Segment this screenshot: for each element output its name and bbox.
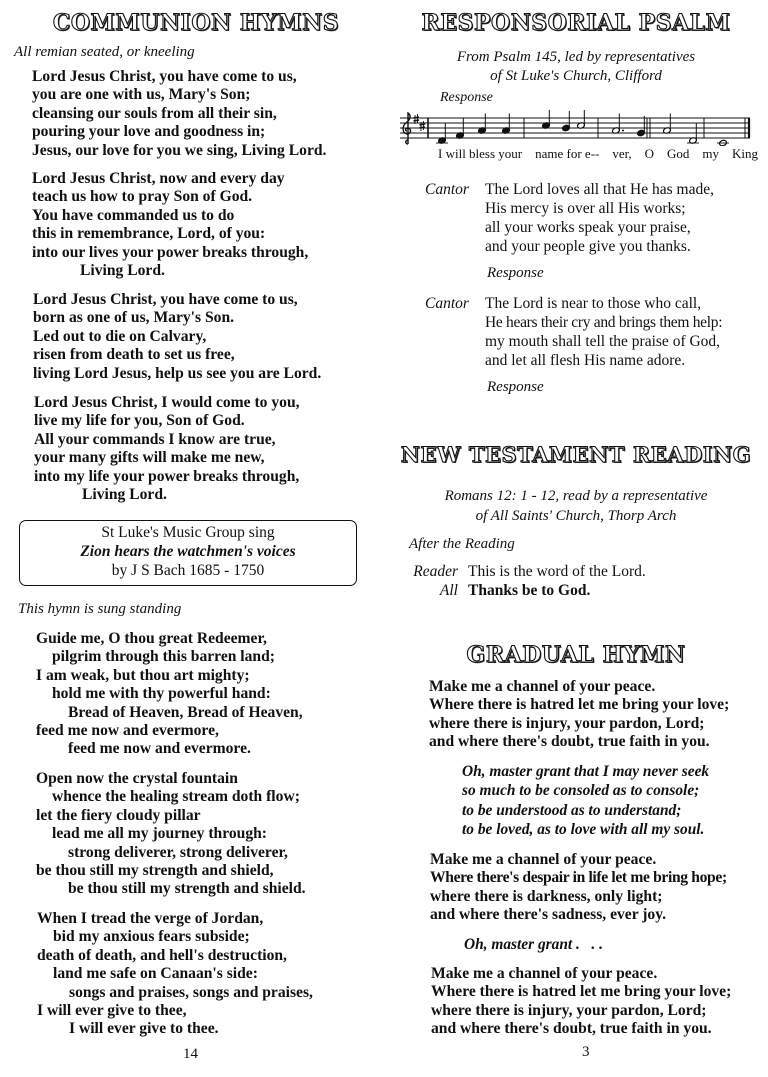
verse-line: Where there is hatred let me bring your love; — [431, 983, 732, 1001]
stanza-line: and your people give you thanks. — [485, 238, 691, 255]
verse-line: lead me all my journey through: — [52, 825, 267, 843]
verse-line: Lord Jesus Christ, you have come to us, — [32, 68, 297, 85]
standing-instruction: This hymn is sung standing — [18, 601, 182, 617]
verse-line: Open now the crystal fountain — [36, 770, 238, 787]
verse-line: feed me now and evermore. — [68, 740, 251, 758]
lyric-syllable: ver, — [612, 146, 632, 161]
note-dot — [622, 130, 624, 132]
lyric-syllable: I will bless your — [438, 146, 523, 161]
verse-line: and where there's doubt, true faith in you. — [431, 1020, 712, 1038]
refrain-line: so much to be consoled as to console; — [462, 782, 700, 800]
verse-line: into our lives your power breaks through, — [32, 243, 309, 261]
reader-row — [396, 563, 646, 581]
music-group-box — [19, 520, 357, 586]
verse-line: strong deliverer, strong deliverer, — [68, 843, 288, 861]
gradual-verse-3 — [431, 965, 731, 1039]
communion-verse-1 — [32, 68, 326, 160]
verse-line: and where there's sadness, ever joy. — [430, 906, 667, 924]
verse-line: this in remembrance, Lord, of you: — [32, 225, 266, 243]
verse-line: land me safe on Canaan's side: — [53, 965, 258, 983]
reader-label: Reader — [413, 563, 458, 580]
verse-line: Living Lord. — [82, 486, 167, 504]
verse-line: where there is injury, your pardon, Lord; — [431, 1001, 707, 1019]
verse-line: Make me a channel of your peace. — [429, 678, 656, 695]
verse-line: where there is darkness, only light; — [430, 887, 663, 905]
cantor-label: Cantor — [425, 181, 469, 198]
verse-line: cleansing our souls from all their sin, — [32, 104, 277, 122]
verse-line: Jesus, our love for you we sing, Living Lord. — [32, 141, 327, 159]
verse-line: When I tread the verge of Jordan, — [37, 910, 264, 927]
page-number-left: 14 — [183, 1046, 198, 1062]
after-reading-label: After the Reading — [409, 536, 515, 552]
sharp-icon — [420, 121, 426, 131]
verse-line: live my life for you, Son of God. — [34, 412, 245, 430]
guide-me-verse-1 — [36, 630, 303, 759]
response-music-staff — [398, 110, 758, 146]
verse-line: your many gifts will make me new, — [34, 449, 265, 467]
verse-line: into my life your power breaks through, — [34, 467, 300, 485]
verse-line: be thou still my strength and shield, — [36, 862, 274, 880]
refrain-cue: Oh, master grant . . . — [464, 936, 603, 953]
verse-line: bid my anxious fears subside; — [53, 928, 250, 946]
verse-line: Bread of Heaven, Bread of Heaven, — [68, 703, 303, 721]
verse-line: be thou still my strength and shield. — [68, 880, 306, 898]
all-label: All — [439, 582, 458, 599]
guide-me-verse-3 — [37, 910, 313, 1039]
refrain-line: Oh, master grant that I may never seek — [462, 763, 710, 780]
stanza-line: and let all flesh His name adore. — [485, 352, 686, 369]
stanza-line: all your works speak your praise, — [485, 219, 691, 236]
verse-line: Where there is hatred let me bring your love; — [429, 696, 730, 714]
stanza-line: He hears their cry and brings them help: — [485, 314, 723, 331]
verse-line: where there is injury, your pardon, Lord; — [429, 714, 705, 732]
composer-line: by J S Bach 1685 - 1750 — [111, 562, 265, 579]
verse-line: I am weak, but thou art mighty; — [36, 666, 250, 684]
verse-line: hold me with thy powerful hand: — [52, 685, 271, 703]
verse-line: Lord Jesus Christ, you have come to us, — [33, 291, 298, 308]
stanza-line: The Lord is near to those who call, — [485, 295, 702, 312]
lyric-syllable: King — [731, 146, 758, 161]
verse-line: songs and praises, songs and praises, — [69, 983, 313, 1001]
all-row — [396, 582, 590, 600]
verse-line: Make me a channel of your peace. — [430, 851, 657, 868]
seated-instruction: All remian seated, or kneeling — [14, 44, 195, 60]
verse-line: risen from death to set us free, — [33, 346, 235, 364]
reading-source-line-2: of All Saints' Church, Thorp Arch — [475, 508, 677, 524]
verse-line: death of death, and hell's destruction, — [37, 946, 287, 964]
verse-line: and where there's doubt, true faith in you. — [429, 733, 710, 751]
stanza-line: The Lord loves all that He has made, — [485, 181, 714, 198]
page-number-right: 3 — [582, 1044, 590, 1060]
reading-source-line-1: Romans 12: 1 - 12, read by a representative — [444, 488, 708, 504]
verse-line: born as one of us, Mary's Son. — [33, 309, 235, 327]
verse-line: Make me a channel of your peace. — [431, 965, 658, 982]
verse-line: pilgrim through this barren land; — [52, 648, 275, 666]
verse-line: Lord Jesus Christ, now and every day — [32, 170, 285, 187]
response-cue-1: Response — [487, 265, 544, 281]
anthem-title: Zion hears the watchmen's voices — [80, 543, 296, 560]
staff-lines — [400, 118, 750, 138]
verse-line: Where there's despair in life let me bring hope; — [430, 869, 727, 887]
verse-line: pouring your love and goodness in; — [32, 123, 266, 141]
response-label: Response — [440, 90, 493, 105]
psalm-source-line-1: From Psalm 145, led by representatives — [456, 49, 696, 65]
cantor-text — [485, 294, 722, 370]
verse-line: let the fiery cloudy pillar — [36, 806, 201, 824]
sharp-icon — [414, 114, 420, 124]
all-response-text: Thanks be to God. — [468, 582, 591, 599]
response-cue-2: Response — [487, 379, 544, 395]
gradual-refrain-short — [464, 935, 603, 954]
refrain-line: to be understood as to understand; — [462, 801, 682, 819]
stanza-line: my mouth shall tell the praise of God, — [485, 333, 721, 350]
verse-line: living Lord Jesus, help us see you are Lord. — [33, 364, 322, 382]
verse-line: Led out to die on Calvary, — [33, 327, 207, 345]
stanza-line: His mercy is over all His works; — [485, 200, 686, 217]
verse-line: Guide me, O thou great Redeemer, — [36, 630, 267, 647]
verse-line: I will ever give to thee, — [37, 1002, 187, 1020]
reader-text: This is the word of the Lord. — [468, 563, 646, 580]
verse-line: feed me now and evermore, — [36, 722, 219, 740]
verse-line: All your commands I know are true, — [34, 430, 276, 448]
gradual-hymn-title: GRADUAL HYMN — [466, 642, 686, 668]
cantor-label: Cantor — [425, 295, 469, 312]
verse-line: you are one with us, Mary's Son; — [32, 86, 251, 104]
communion-verse-4 — [34, 394, 300, 504]
response-lyrics — [438, 146, 758, 162]
lyric-syllable: God — [667, 146, 690, 161]
psalm-source-line-2: of St Luke's Church, Clifford — [490, 68, 662, 84]
music-group-line: St Luke's Music Group sing — [101, 524, 275, 541]
verse-line: I will ever give to thee. — [69, 1020, 219, 1038]
lyric-syllable: name for e-- — [535, 146, 600, 161]
gradual-verse-1 — [429, 678, 729, 752]
communion-hymns-title: COMMUNION HYMNS — [52, 10, 340, 36]
verse-line: whence the healing stream doth flow; — [52, 788, 300, 806]
verse-line: Lord Jesus Christ, I would come to you, — [34, 394, 300, 411]
communion-verse-2 — [32, 170, 308, 280]
new-testament-reading-title: NEW TESTAMENT READING — [400, 442, 752, 467]
communion-verse-3 — [33, 291, 321, 383]
lyric-syllable: O — [644, 146, 655, 161]
gradual-refrain — [462, 762, 709, 839]
verse-line: teach us how to pray Son of God. — [32, 188, 253, 206]
refrain-line: to be loved, as to love with all my soul. — [462, 820, 705, 838]
gradual-verse-2 — [430, 851, 727, 925]
verse-line: You have commanded us to do — [32, 206, 235, 224]
verse-line: Living Lord. — [80, 262, 165, 280]
lyric-syllable: my — [702, 146, 719, 161]
guide-me-verse-2 — [36, 770, 306, 899]
cantor-text — [485, 180, 714, 256]
responsorial-psalm-title: RESPONSORIAL PSALM — [421, 10, 731, 36]
